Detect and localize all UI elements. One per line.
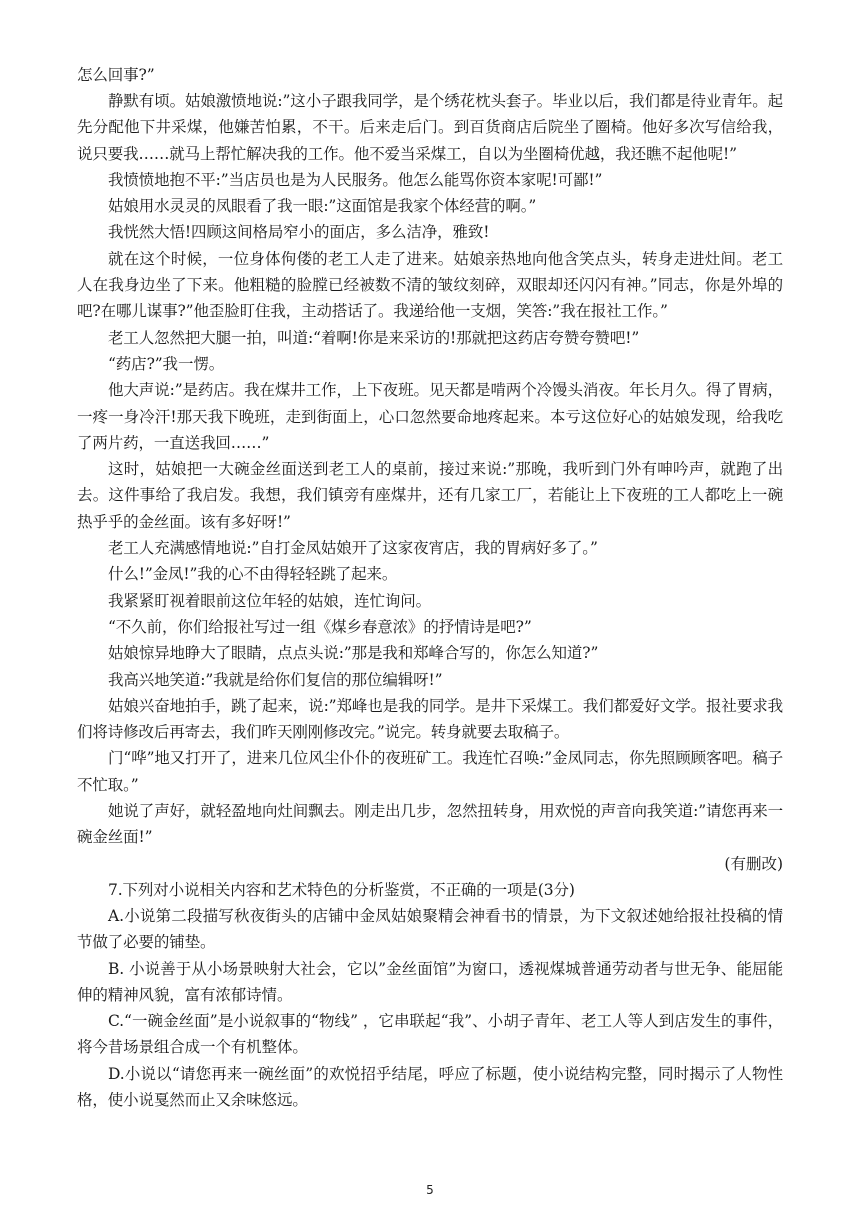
story-paragraph: 这时，姑娘把一大碗金丝面送到老工人的桌前，接过来说:”那晚，我听到门外有呻吟声，就跑了出去。这件事给了我启发。我想，我们镇旁有座煤井，还有几家工厂，若能让上下夜班的工人都吃上一碗热乎乎的金丝面。该有多好呀!” (77, 460, 783, 531)
story-paragraph: 我紧紧盯视着眼前这位年轻的姑娘，连忙询问。 (108, 591, 431, 610)
option-d: D.小说以“请您再来一碗丝面”的欢悦招乎结尾，呼应了标题，使小说结构完整，同时揭示了人物性格，使小说戛然而止又余味悠远。 (77, 1064, 783, 1109)
story-paragraph: 他大声说:”是药店。我在煤井工作，上下夜班。见天都是啃两个冷馒头消夜。年长月久。得了胃病，一疼一身冷汗!那天我下晚班，走到街面上，心口忽然要命地疼起来。本亏这位好心的姑娘发现，给我吃了两片药，一直送我回……” (77, 381, 783, 452)
option-b: B. 小说善于从小场景映射大社会，它以”金丝面馆”为窗口，透视煤城普通劳动者与世无争、能屈能伸的精神风貌，富有浓郁诗情。 (77, 959, 783, 1004)
story-paragraph: 她说了声好，就轻盈地向灶间飘去。刚走出几步，忽然扭转身，用欢悦的声音向我笑道:”请您再来一碗金丝面!” (77, 802, 783, 847)
page-number: 5 (426, 1183, 434, 1197)
story-paragraph: 静默有顷。姑娘激愤地说:”这小子跟我同学，是个绣花枕头套子。毕业以后，我们都是待业青年。起先分配他下井采煤，他嫌苦怕累，不干。后来走后门。到百货商店后院坐了圈椅。他好多次写信给我，说只要我……就马上帮忙解决我的工作。他不爱当采煤工，自以为坐圈椅优越，我还瞧不起他呢!” (77, 92, 783, 163)
document-page (77, 62, 783, 1113)
story-paragraph: 就在这个时候，一位身体佝偻的老工人走了进来。姑娘亲热地向他含笑点头，转身走进灶间。老工人在我身边坐了下来。他粗糙的脸膛已经被数不清的皱纹刻碎，双眼却还闪闪有神。”同志，你是外埠的吧?在哪儿谋事?”他歪脸盯住我，主动搭话了。我递给他一支烟，笑答:”我在报社工作。” (77, 249, 783, 321)
story-paragraph: 我愤愤地抱不平:”当店员也是为人民服务。他怎么能骂你资本家呢!可鄙!” (108, 170, 603, 189)
option-c: C.“一碗金丝面”是小说叙事的“物线” ，它串联起“我”、小胡子青年、老工人等人到店发生的事件，将今昔场景组合成一个有机整体。 (77, 1012, 783, 1057)
option-a: A.小说第二段描写秋夜街头的店铺中金凤姑娘聚精会神看书的情景，为下文叙述她给报社投稿的情节做了必要的铺垫。 (77, 906, 783, 952)
story-paragraph: 我高兴地笑道:”我就是给你们复信的那位编辑呀!” (108, 670, 443, 689)
story-paragraph: “药店?”我一愣。 (108, 354, 225, 373)
story-paragraph: 姑娘兴奋地拍手，跳了起来，说:”郑峰也是我的同学。是井下采煤工。我们都爱好文学。报社要求我们将诗修改后再寄去，我们昨天刚刚修改完。”说完。转身就要去取稿子。 (77, 696, 783, 742)
story-paragraph: 老工人充满感情地说:”自打金凤姑娘开了这家夜宵店，我的胃病好多了。” (108, 539, 598, 558)
story-paragraph: 我恍然大悟!四顾这间格局窄小的面店，多么洁净，雅致! (108, 223, 490, 242)
story-paragraph: 老工人忽然把大腿一拍，叫道:“着啊!你是来采访的!那就把这药店夸赞夸赞吧!” (108, 328, 640, 347)
story-paragraph: 什么!”金凤!”我的心不由得轻轻跳了起来。 (108, 565, 398, 584)
lead-line: 怎么回事?” (77, 66, 155, 84)
story-paragraph: 门“哗”地又打开了，进来几位风尘仆仆的夜班矿工。我连忙召唤:”金凤同志，你先照顾顾客吧。稿子不忙取。” (77, 749, 783, 794)
story-paragraph: 姑娘惊异地睁大了眼睛，点点头说:”那是我和郑峰合写的，你怎么知道?” (108, 644, 599, 663)
source-note: (有删改) (724, 854, 783, 873)
story-paragraph: “不久前，你们给报社写过一组《煤乡春意浓》的抒情诗是吧?” (108, 617, 532, 636)
question-stem: 7.下列对小说相关内容和艺术特色的分析鉴赏，不正确的一项是(3分) (108, 880, 575, 899)
story-paragraph: 姑娘用水灵灵的凤眼看了我一眼:”这面馆是我家个体经营的啊。” (108, 197, 537, 216)
